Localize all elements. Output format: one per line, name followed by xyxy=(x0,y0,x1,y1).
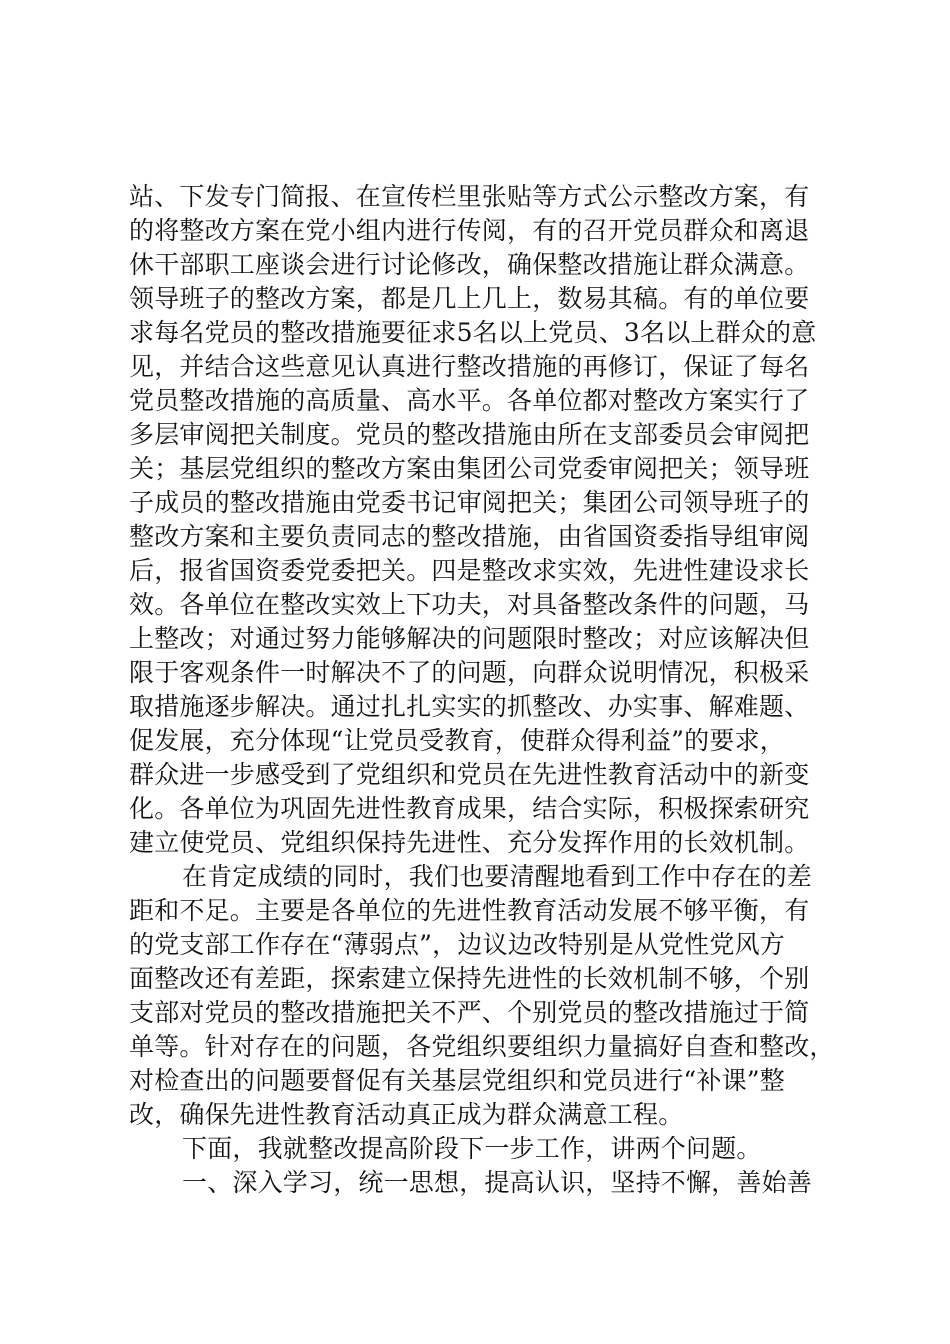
text-line: 距和不足。主要是各单位的先进性教育活动发展不够平衡，有 xyxy=(129,896,810,925)
text-line: 取措施逐步解决。通过扎扎实实的抓整改、办实事、解难题、 xyxy=(129,692,810,721)
text-line: 效。各单位在整改实效上下功夫，对具备整改条件的问题，马 xyxy=(129,590,810,619)
text-line: 群众进一步感受到了党组织和党员在先进性教育活动中的新变 xyxy=(129,760,810,789)
text-line: 求每名党员的整改措施要征求5名以上党员、3名以上群众的意 xyxy=(129,318,817,347)
text-line: 整改方案和主要负责同志的整改措施，由省国资委指导组审阅 xyxy=(129,522,810,551)
text-line: 休干部职工座谈会进行讨论修改，确保整改措施让群众满意。 xyxy=(129,250,810,279)
paragraph-first-line: 下面，我就整改提高阶段下一步工作，讲两个问题。 xyxy=(182,1134,762,1163)
text-line: 的党支部工作存在“薄弱点”，边议边改特别是从党性党风方 xyxy=(129,930,785,959)
text-line: 建立使党员、党组织保持先进性、充分发挥作用的长效机制。 xyxy=(129,828,810,857)
text-line: 的将整改方案在党小组内进行传阅，有的召开党员群众和离退 xyxy=(129,216,810,245)
paragraph-first-line: 在肯定成绩的同时，我们也要清醒地看到工作中存在的差 xyxy=(182,862,813,891)
text-line: 限于客观条件一时解决不了的问题，向群众说明情况，积极采 xyxy=(129,658,810,687)
text-line: 支部对党员的整改措施把关不严、个别党员的整改措施过于简 xyxy=(129,998,810,1027)
text-line: 后，报省国资委党委把关。四是整改求实效，先进性建设求长 xyxy=(129,556,810,585)
text-line: 领导班子的整改方案，都是几上几上，数易其稿。有的单位要 xyxy=(129,284,810,313)
text-line: 改，确保先进性教育活动真正成为群众满意工程。 xyxy=(129,1100,684,1129)
text-line: 多层审阅把关制度。党员的整改措施由所在支部委员会审阅把 xyxy=(129,420,810,449)
text-line: 促发展，充分体现“让党员受教育，使群众得利益”的要求， xyxy=(129,726,785,755)
text-line: 见，并结合这些意见认真进行整改措施的再修订，保证了每名 xyxy=(129,352,810,381)
text-line: 单等。针对存在的问题，各党组织要组织力量搞好自查和整改， xyxy=(129,1032,835,1061)
text-line: 对检查出的问题要督促有关基层党组织和党员进行“补课”整 xyxy=(129,1066,785,1095)
text-line: 化。各单位为巩固先进性教育成果，结合实际，积极探索研究 xyxy=(129,794,810,823)
section-heading: 一、深入学习，统一思想，提高认识，坚持不懈，善始善 xyxy=(182,1168,813,1197)
text-line: 上整改；对通过努力能够解决的问题限时整改；对应该解决但 xyxy=(129,624,810,653)
text-line: 子成员的整改措施由党委书记审阅把关；集团公司领导班子的 xyxy=(129,488,810,517)
text-line: 面整改还有差距，探索建立保持先进性的长效机制不够，个别 xyxy=(129,964,810,993)
text-line: 党员整改措施的高质量、高水平。各单位都对整改方案实行了 xyxy=(129,386,810,415)
text-line: 关；基层党组织的整改方案由集团公司党委审阅把关；领导班 xyxy=(129,454,810,483)
text-line: 站、下发专门简报、在宣传栏里张贴等方式公示整改方案，有 xyxy=(129,182,810,211)
